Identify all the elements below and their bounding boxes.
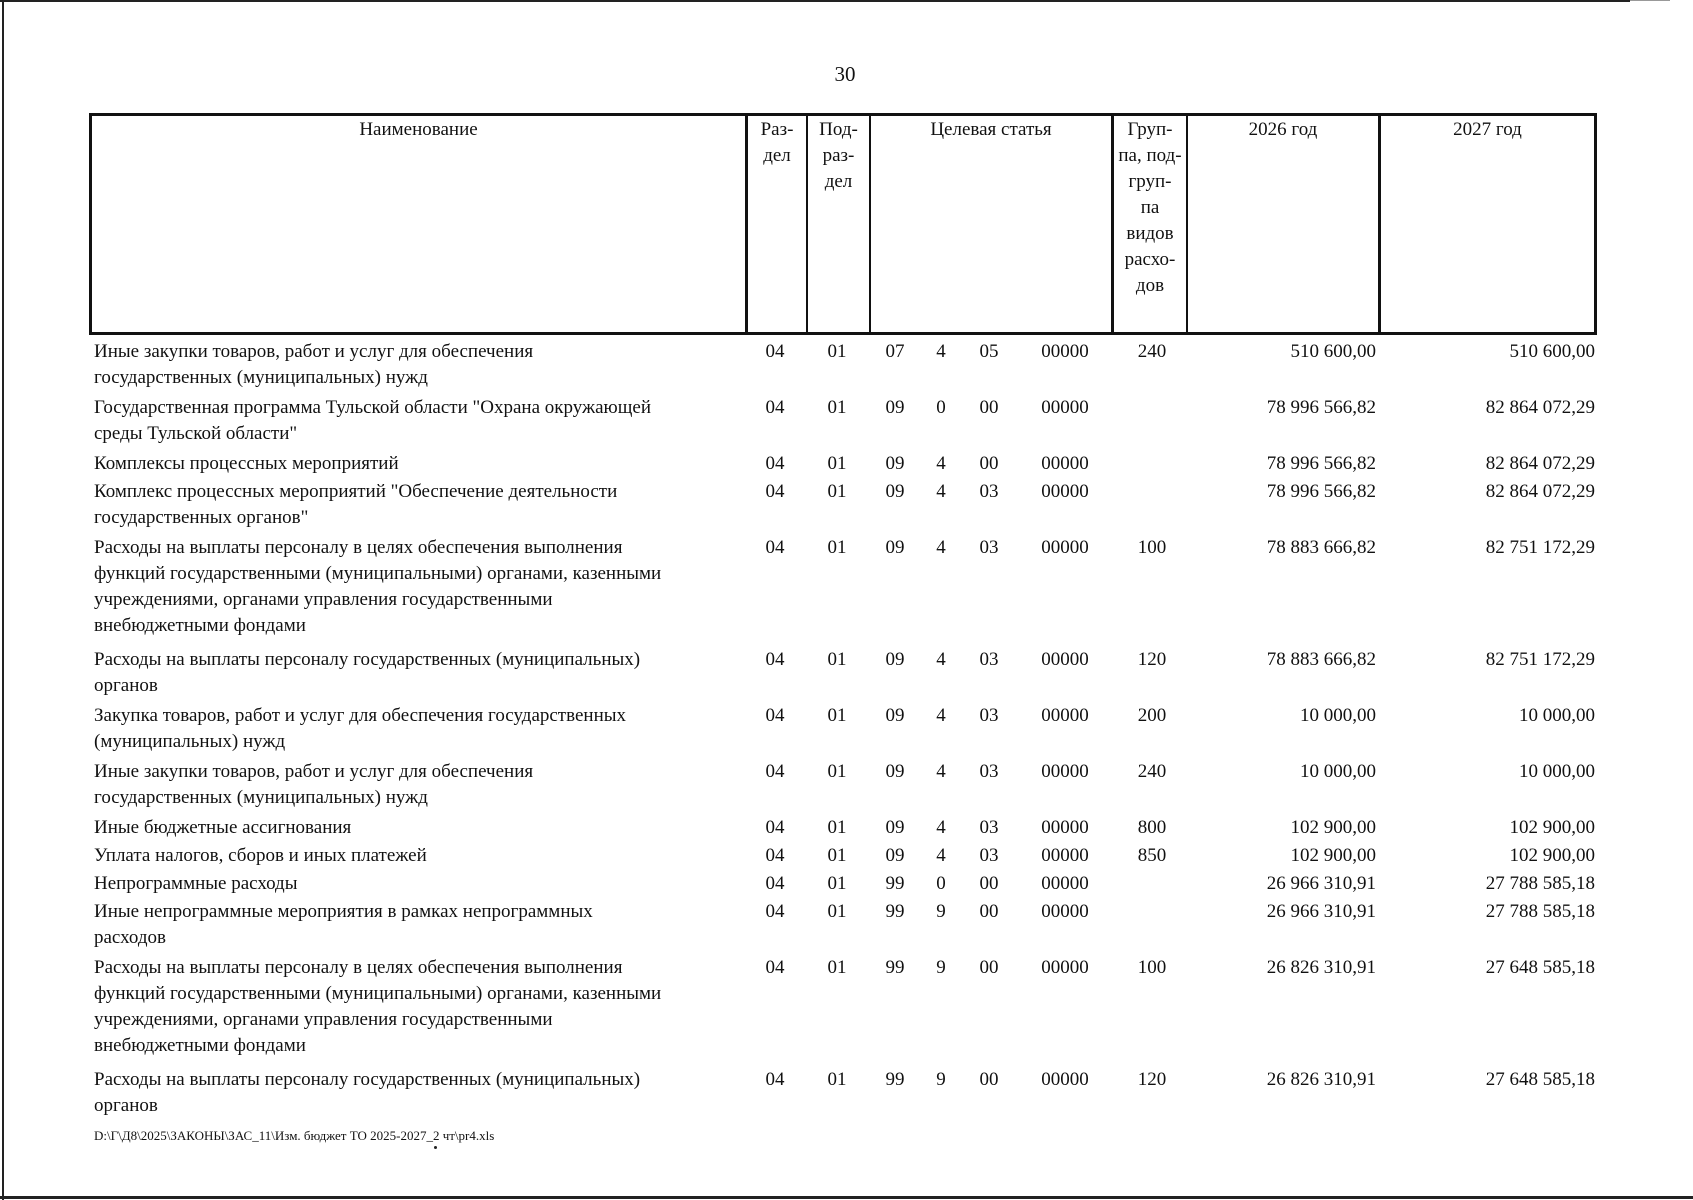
- row-amount-2026: 26 966 310,91: [1266, 901, 1376, 922]
- row-expense-group: 120: [1137, 649, 1167, 670]
- row-amount-2026: 10 000,00: [1300, 761, 1376, 782]
- row-target-program: 99: [885, 957, 905, 978]
- row-podrazdel: 01: [827, 537, 847, 558]
- header-divider: [1378, 113, 1381, 335]
- row-target-direction: 00000: [1041, 957, 1089, 978]
- row-amount-2027: 82 751 172,29: [1485, 649, 1595, 670]
- row-target-subprogram: 00: [979, 453, 999, 474]
- row-target-type: 4: [936, 453, 946, 474]
- row-amount-2026: 510 600,00: [1290, 341, 1376, 362]
- row-amount-2026: 78 996 566,82: [1266, 453, 1376, 474]
- row-target-subprogram: 03: [979, 761, 999, 782]
- row-razdel: 04: [765, 453, 785, 474]
- row-name: Иные бюджетные ассигнования: [94, 817, 352, 838]
- scan-edge-bottom: [0, 1196, 1693, 1199]
- row-podrazdel: 01: [827, 453, 847, 474]
- row-target-program: 07: [885, 341, 905, 362]
- row-target-type: 9: [936, 1069, 946, 1090]
- row-target-program: 09: [885, 453, 905, 474]
- row-expense-group: 850: [1137, 845, 1167, 866]
- row-target-program: 09: [885, 817, 905, 838]
- scan-edge-right: [1630, 0, 1670, 1]
- row-target-type: 0: [936, 397, 946, 418]
- row-target-subprogram: 03: [979, 705, 999, 726]
- row-podrazdel: 01: [827, 397, 847, 418]
- row-target-direction: 00000: [1041, 397, 1089, 418]
- row-target-type: 4: [936, 845, 946, 866]
- row-target-program: 09: [885, 649, 905, 670]
- row-target-program: 09: [885, 537, 905, 558]
- row-target-subprogram: 00: [979, 397, 999, 418]
- row-razdel: 04: [765, 761, 785, 782]
- row-target-direction: 00000: [1041, 1069, 1089, 1090]
- row-target-direction: 00000: [1041, 341, 1089, 362]
- row-target-type: 0: [936, 873, 946, 894]
- row-podrazdel: 01: [827, 481, 847, 502]
- row-amount-2027: 27 788 585,18: [1485, 873, 1595, 894]
- row-razdel: 04: [765, 537, 785, 558]
- row-target-direction: 00000: [1041, 901, 1089, 922]
- row-podrazdel: 01: [827, 705, 847, 726]
- row-target-type: 4: [936, 341, 946, 362]
- header-year-2027: 2027 год: [1453, 119, 1522, 140]
- row-name: Иные непрограммные мероприятия в рамках непрограммных расходов: [94, 901, 593, 948]
- header-year-2026: 2026 год: [1248, 119, 1318, 140]
- row-target-program: 99: [885, 901, 905, 922]
- row-podrazdel: 01: [827, 817, 847, 838]
- row-name: Непрограммные расходы: [94, 873, 298, 894]
- row-podrazdel: 01: [827, 845, 847, 866]
- row-target-direction: 00000: [1041, 537, 1089, 558]
- row-name: Иные закупки товаров, работ и услуг для обеспечения государственных (муниципальных) нужд: [94, 341, 534, 388]
- row-razdel: 04: [765, 817, 785, 838]
- row-target-subprogram: 03: [979, 537, 999, 558]
- row-amount-2027: 102 900,00: [1509, 845, 1595, 866]
- page-number: 30: [834, 62, 856, 86]
- row-podrazdel: 01: [827, 341, 847, 362]
- row-target-type: 4: [936, 705, 946, 726]
- row-amount-2026: 10 000,00: [1300, 705, 1376, 726]
- row-target-type: 4: [936, 817, 946, 838]
- row-amount-2026: 78 883 666,82: [1266, 537, 1376, 558]
- row-expense-group: 200: [1137, 705, 1167, 726]
- row-expense-group: 800: [1137, 817, 1167, 838]
- row-razdel: 04: [765, 1069, 785, 1090]
- row-amount-2026: 102 900,00: [1290, 845, 1376, 866]
- header-target-article: Целевая статья: [930, 119, 1052, 140]
- row-name: Комплекс процессных мероприятий "Обеспечение деятельности государственных органов": [94, 481, 618, 528]
- row-target-direction: 00000: [1041, 845, 1089, 866]
- header-podrazdel: Под- раз- дел: [819, 119, 858, 192]
- row-podrazdel: 01: [827, 649, 847, 670]
- row-amount-2027: 27 648 585,18: [1485, 957, 1595, 978]
- row-expense-group: 100: [1137, 957, 1167, 978]
- row-target-program: 09: [885, 397, 905, 418]
- row-name: Расходы на выплаты персоналу в целях обеспечения выполнения функций государственными (муниципальными) органами, казенными учреждениями, органами управления государственными внебюджетными фондами: [94, 957, 662, 1056]
- row-name: Расходы на выплаты персоналу в целях обеспечения выполнения функций государственными (муниципальными) органами, казенными учреждениями, органами управления государственными внебюджетными фондами: [94, 537, 662, 636]
- row-razdel: 04: [765, 397, 785, 418]
- row-amount-2027: 510 600,00: [1509, 341, 1595, 362]
- row-amount-2026: 78 996 566,82: [1266, 397, 1376, 418]
- row-target-subprogram: 00: [979, 1069, 999, 1090]
- row-target-direction: 00000: [1041, 649, 1089, 670]
- header-divider: [1186, 113, 1188, 335]
- row-amount-2026: 26 826 310,91: [1266, 1069, 1376, 1090]
- row-podrazdel: 01: [827, 761, 847, 782]
- row-razdel: 04: [765, 873, 785, 894]
- row-target-type: 9: [936, 957, 946, 978]
- row-razdel: 04: [765, 481, 785, 502]
- row-target-program: 09: [885, 705, 905, 726]
- row-expense-group: 100: [1137, 537, 1167, 558]
- row-amount-2026: 26 966 310,91: [1266, 873, 1376, 894]
- row-target-direction: 00000: [1041, 453, 1089, 474]
- row-name: Уплата налогов, сборов и иных платежей: [94, 845, 427, 866]
- row-target-subprogram: 00: [979, 901, 999, 922]
- row-target-program: 99: [885, 873, 905, 894]
- header-name: Наименование: [359, 119, 478, 140]
- row-target-program: 09: [885, 845, 905, 866]
- row-target-type: 4: [936, 761, 946, 782]
- row-name: Закупка товаров, работ и услуг для обеспечения государственных (муниципальных) нужд: [94, 705, 627, 752]
- row-amount-2027: 10 000,00: [1519, 705, 1595, 726]
- row-target-subprogram: 03: [979, 817, 999, 838]
- row-target-direction: 00000: [1041, 481, 1089, 502]
- row-amount-2026: 78 883 666,82: [1266, 649, 1376, 670]
- row-podrazdel: 01: [827, 901, 847, 922]
- footer-file-path: D:\Г\Д8\2025\ЗАКОНЫ\ЗАС_11\Изм. бюджет ТО 2025-2027_2 чт\pr4.xls: [94, 1128, 495, 1143]
- row-amount-2027: 82 864 072,29: [1485, 481, 1595, 502]
- row-name: Иные закупки товаров, работ и услуг для обеспечения государственных (муниципальных) нужд: [94, 761, 534, 808]
- row-target-type: 4: [936, 481, 946, 502]
- row-podrazdel: 01: [827, 957, 847, 978]
- row-target-subprogram: 05: [979, 341, 999, 362]
- row-expense-group: 240: [1137, 341, 1167, 362]
- row-expense-group: 120: [1137, 1069, 1167, 1090]
- row-name: Расходы на выплаты персоналу государственных (муниципальных) органов: [94, 1069, 641, 1116]
- row-amount-2026: 102 900,00: [1290, 817, 1376, 838]
- row-target-program: 09: [885, 761, 905, 782]
- row-target-type: 4: [936, 649, 946, 670]
- row-target-program: 09: [885, 481, 905, 502]
- row-target-type: 4: [936, 537, 946, 558]
- row-target-subprogram: 03: [979, 481, 999, 502]
- row-amount-2026: 78 996 566,82: [1266, 481, 1376, 502]
- row-target-direction: 00000: [1041, 873, 1089, 894]
- row-target-type: 9: [936, 901, 946, 922]
- scan-speck: [434, 1146, 437, 1149]
- row-razdel: 04: [765, 705, 785, 726]
- row-razdel: 04: [765, 845, 785, 866]
- row-target-direction: 00000: [1041, 761, 1089, 782]
- row-razdel: 04: [765, 341, 785, 362]
- row-razdel: 04: [765, 957, 785, 978]
- header-expense-group: Груп- па, под- груп- па видов расхо- дов: [1118, 119, 1182, 296]
- row-podrazdel: 01: [827, 1069, 847, 1090]
- row-amount-2027: 82 864 072,29: [1485, 453, 1595, 474]
- row-amount-2027: 102 900,00: [1509, 817, 1595, 838]
- scan-edge-top: [0, 0, 1630, 2]
- row-target-subprogram: 00: [979, 957, 999, 978]
- row-target-direction: 00000: [1041, 817, 1089, 838]
- row-amount-2027: 82 751 172,29: [1485, 537, 1595, 558]
- row-target-subprogram: 00: [979, 873, 999, 894]
- row-amount-2027: 27 648 585,18: [1485, 1069, 1595, 1090]
- row-podrazdel: 01: [827, 873, 847, 894]
- scan-edge-left: [2, 0, 4, 1200]
- row-target-subprogram: 03: [979, 649, 999, 670]
- row-target-direction: 00000: [1041, 705, 1089, 726]
- row-target-program: 99: [885, 1069, 905, 1090]
- row-amount-2027: 82 864 072,29: [1485, 397, 1595, 418]
- row-expense-group: 240: [1137, 761, 1167, 782]
- row-amount-2027: 10 000,00: [1519, 761, 1595, 782]
- row-name: Расходы на выплаты персоналу государственных (муниципальных) органов: [94, 649, 641, 696]
- row-amount-2027: 27 788 585,18: [1485, 901, 1595, 922]
- header-divider: [869, 113, 871, 335]
- row-name: Государственная программа Тульской области "Охрана окружающей среды Тульской области": [94, 397, 651, 444]
- row-razdel: 04: [765, 901, 785, 922]
- row-amount-2026: 26 826 310,91: [1266, 957, 1376, 978]
- row-name: Комплексы процессных мероприятий: [94, 453, 399, 474]
- row-target-subprogram: 03: [979, 845, 999, 866]
- header-razdel: Раз- дел: [760, 119, 794, 166]
- row-razdel: 04: [765, 649, 785, 670]
